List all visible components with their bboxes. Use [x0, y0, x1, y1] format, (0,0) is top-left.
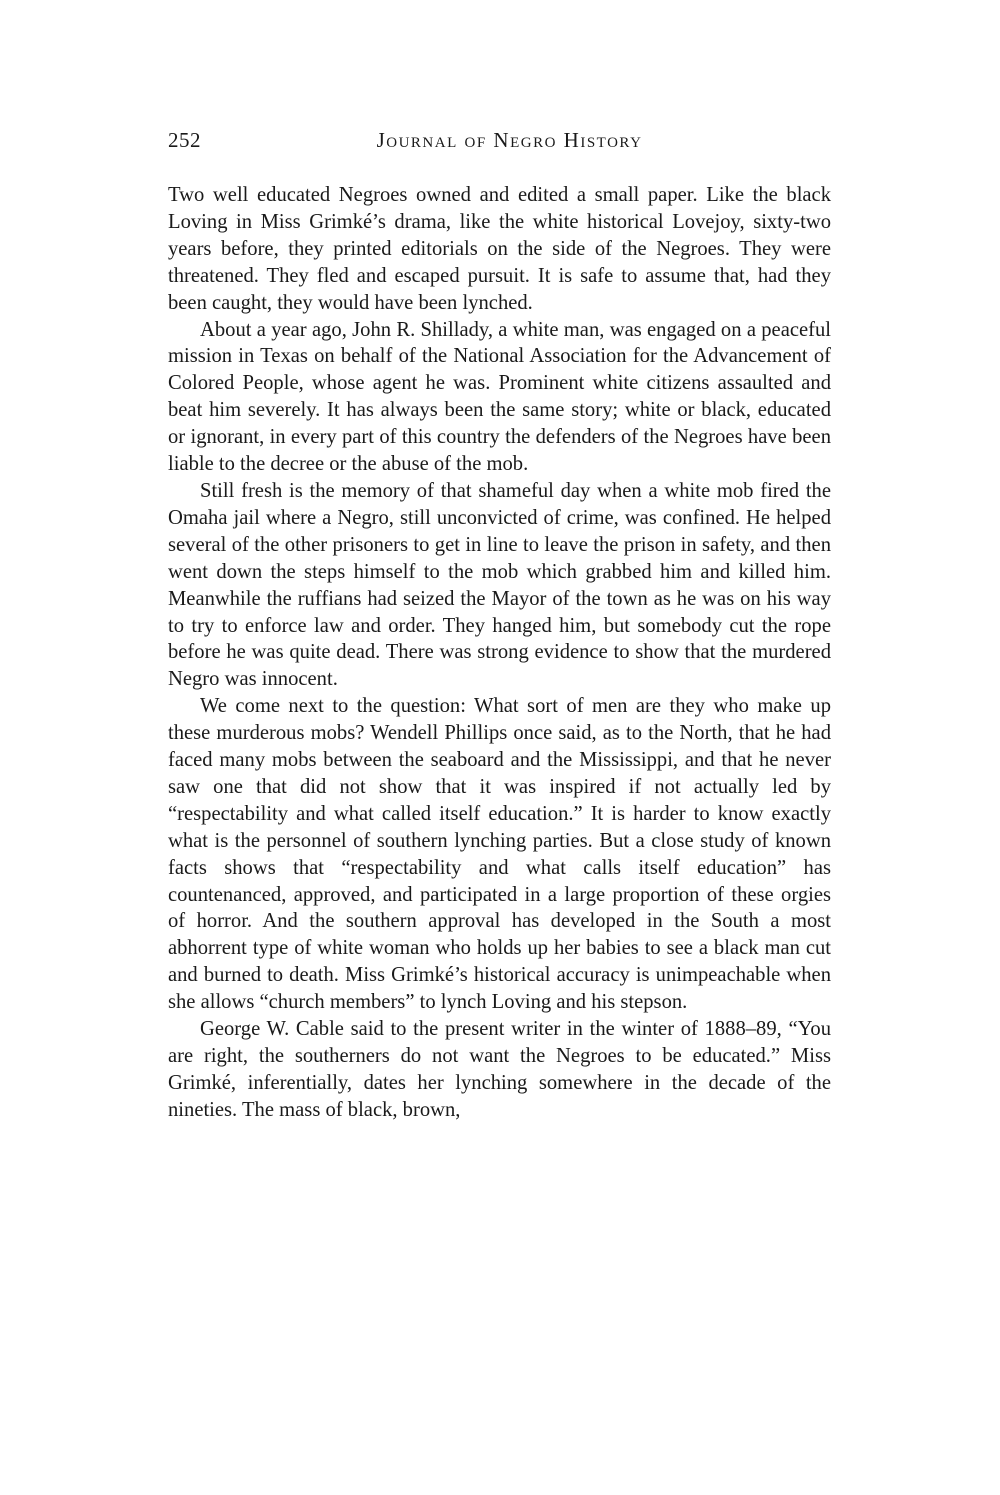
paragraph-3: Still fresh is the memory of that shameful day when a white mob fired the Omaha jail where a Negro, still unconvicted of crime, was confined. He helped several of the other prisoners to get in line to leave the prison in safety, and then went down the steps himself to the mob which grabbed him and killed him. Meanwhile the ruffians had seized the Mayor of the town as he was on his way to try to enforce law and order. They hanged him, but somebody cut the rope before he was quite dead. There was strong evidence to show that the murdered Negro was innocent.	[168, 479, 831, 691]
paragraph-4: We come next to the question: What sort of men are they who make up these murderous mobs? Wendell Phillips once said, as to the North, that he had faced many mobs between the seaboard and the Mississippi, and that he never saw one that did not show that it was inspired if not actually led by “respectability and what called itself education.” It is harder to know exactly what is the personnel of southern lynching parties. But a close study of known facts shows that “respectability and what calls itself education” has countenanced, approved, and participated in a large proportion of these orgies of horror. And the southern approval has developed in the South a most abhorrent type of white woman who holds up her babies to see a black man cut and burned to death. Miss Grimké’s historical accuracy is unimpeachable when she allows “church members” to lynch Loving and his stepson.	[168, 695, 831, 1014]
paragraph-5: George W. Cable said to the present writer in the winter of 1888–89, “You are right, the southerners do not want the Negroes to be educated.” Miss Grimké, inferentially, dates her lynching somewhere in the decade of the nineties. The mass of black, brown,	[168, 1018, 831, 1121]
page-number: 252	[168, 128, 201, 152]
body-text	[168, 182, 831, 1124]
running-title: Journal of Negro History	[376, 128, 643, 152]
page-header	[168, 128, 831, 160]
paragraph-1: Two well educated Negroes owned and edited a small paper. Like the black Loving in Miss Grimké’s drama, like the white historical Lovejoy, sixty-two years before, they printed editorials on the side of the Negroes. They were threatened. They fled and escaped pursuit. It is safe to assume that, had they been caught, they would have been lynched.	[168, 184, 831, 314]
paragraph-2: About a year ago, John R. Shillady, a white man, was engaged on a peaceful mission in Texas on behalf of the National Association for the Advancement of Colored People, whose agent he was. Prominent white citizens assaulted and beat him severely. It has always been the same story; white or black, educated or ignorant, in every part of this country the defenders of the Negroes have been liable to the decree or the abuse of the mob.	[168, 318, 831, 476]
